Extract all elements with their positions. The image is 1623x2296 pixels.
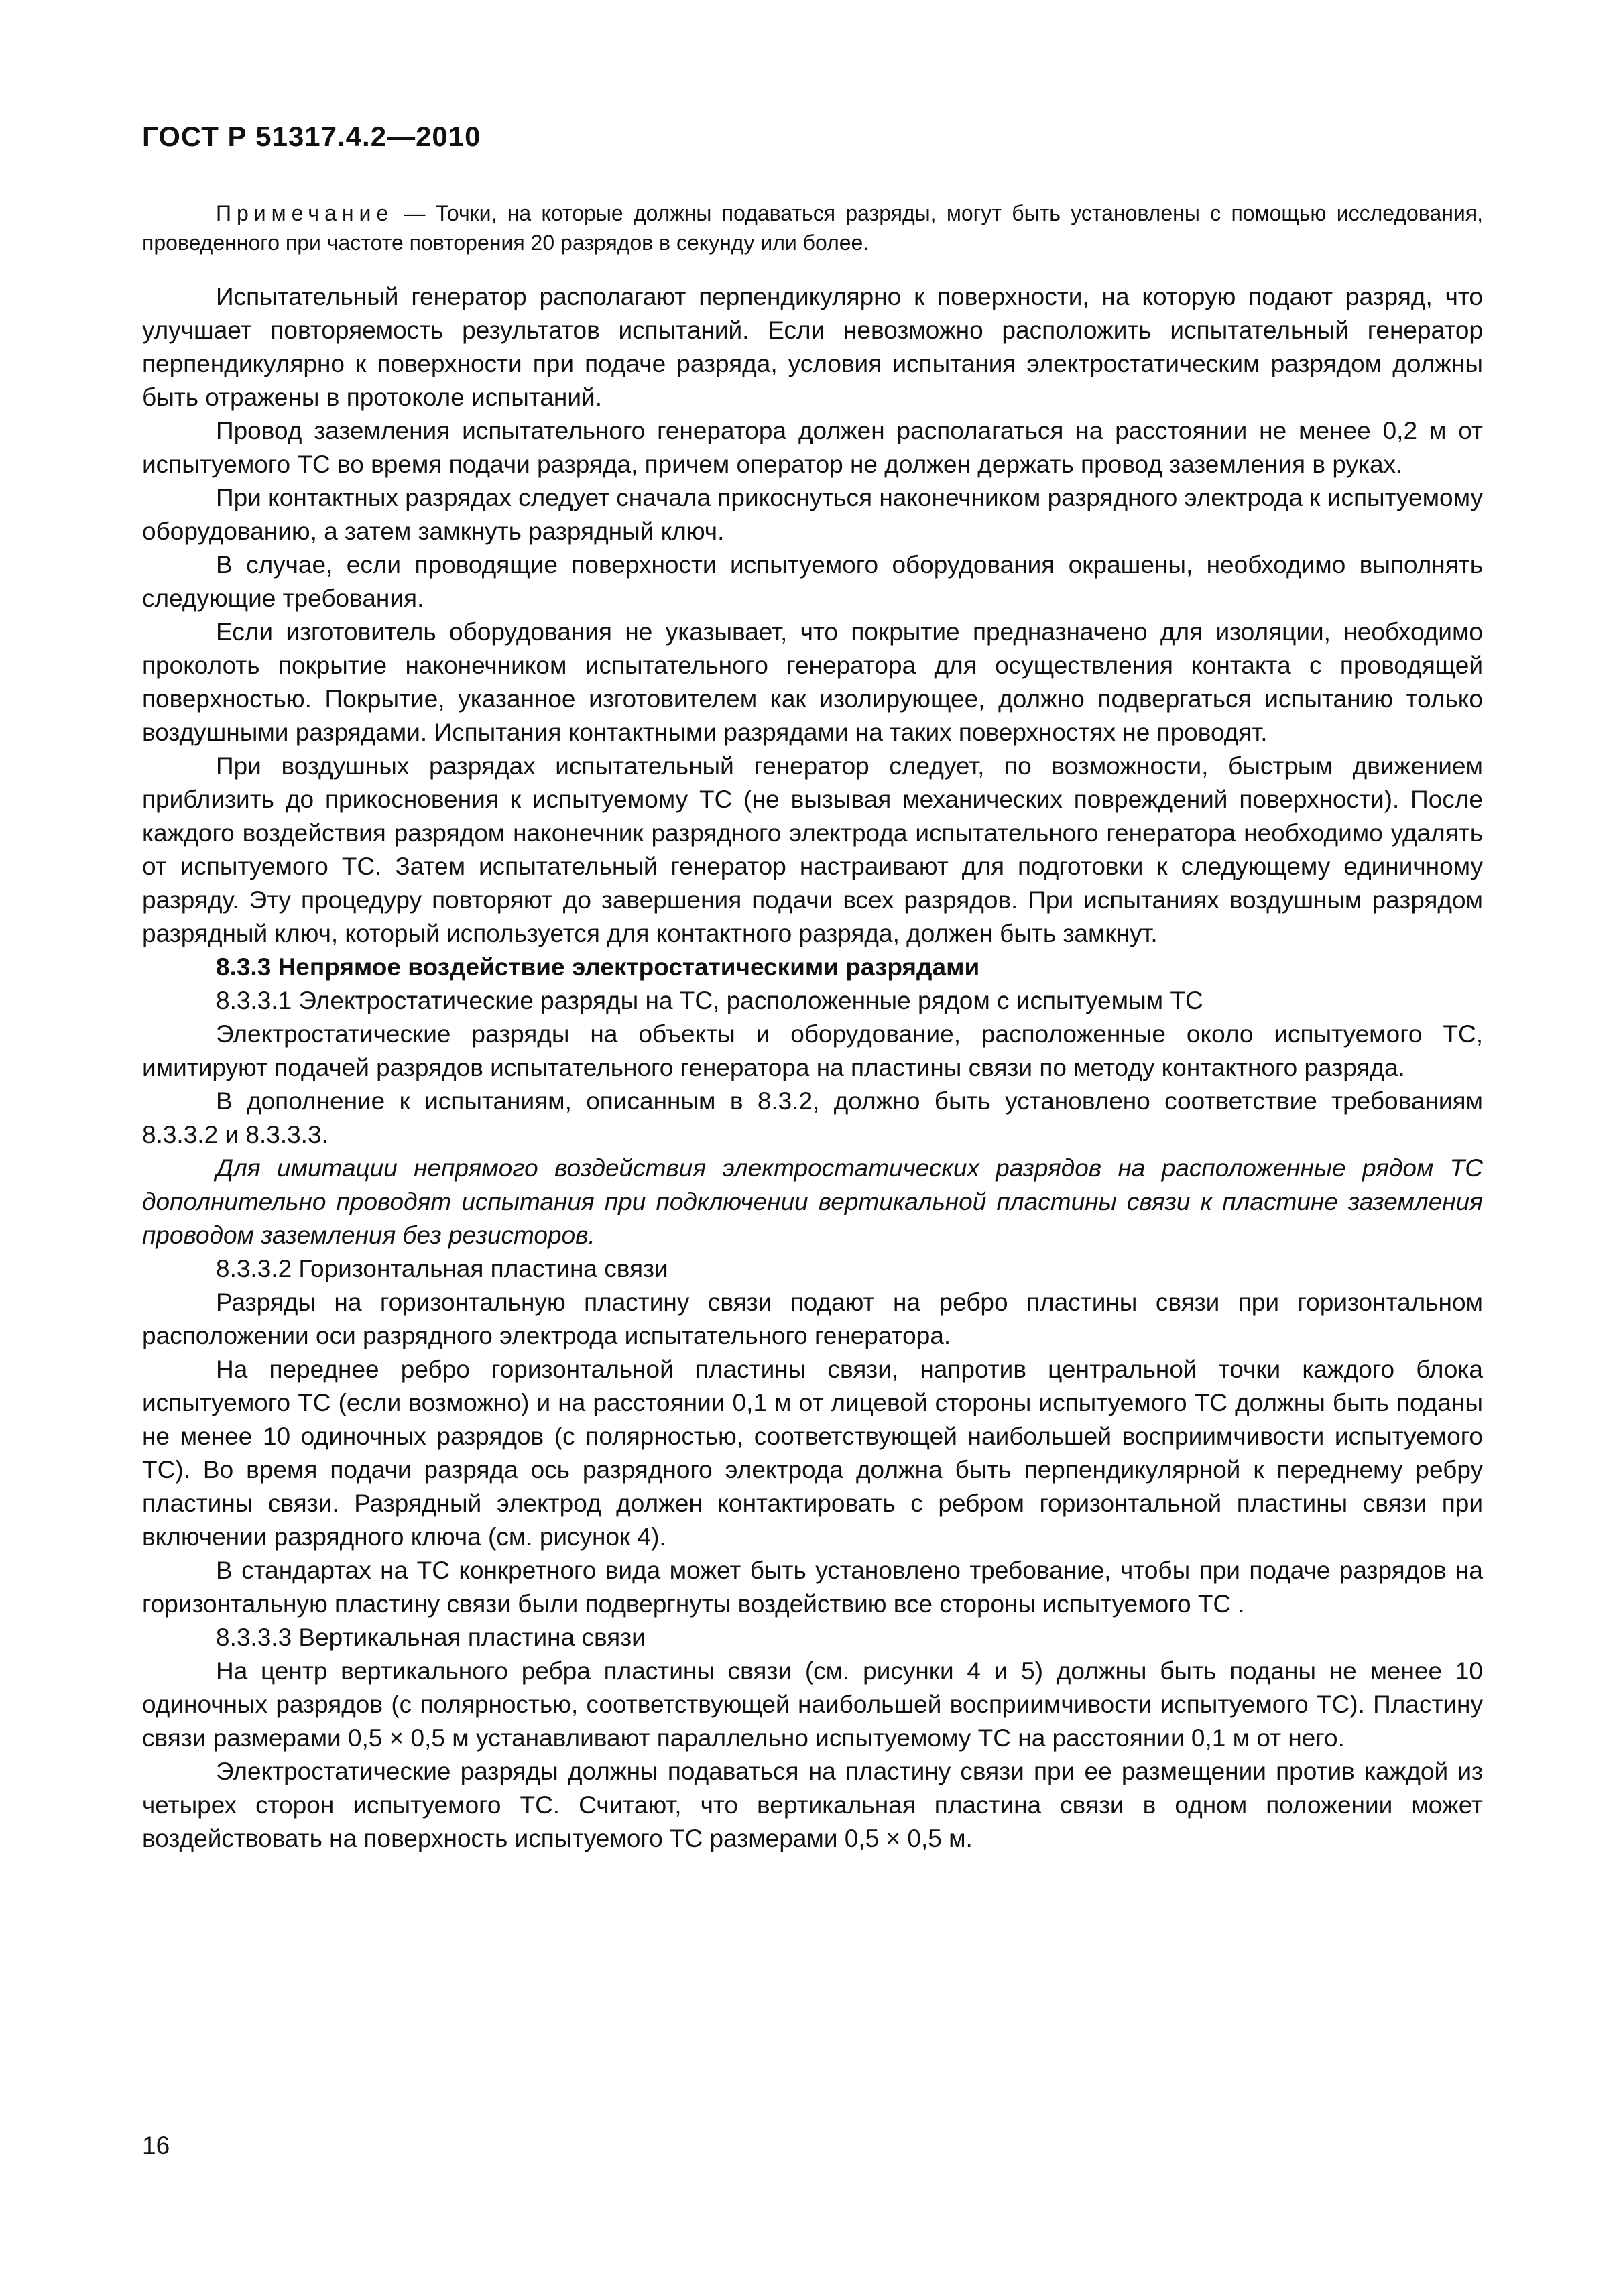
body-paragraph: Провод заземления испытательного генератора должен располагаться на расстоянии не менее 0,2 м от испытуемого ТС во время подачи разряда, причем оператор не должен держать провод заземления в руках. [142, 417, 1483, 478]
note-label: Примечание [216, 201, 394, 225]
body-paragraph: При контактных разрядах следует сначала прикоснуться наконечником разрядного электрода к испытуемому оборудованию, а затем замкнуть разрядный ключ. [142, 484, 1483, 545]
body-paragraph: В стандартах на ТС конкретного вида может быть установлено требование, чтобы при подаче разрядов на горизонтальную пластину связи были подвергнуты воздействию все стороны испытуемого ТС . [142, 1557, 1483, 1618]
italic-paragraph: Для имитации непрямого воздействия электростатических разрядов на расположенные рядом ТС дополнительно проводят испытания при подключении вертикальной пластины связи к пластине заземления проводом заземления без резисторов. [142, 1154, 1483, 1249]
note-text: — Точки, на которые должны подаваться разряды, могут быть установлены с помощью исследования, проведенного при частоте повторения 20 разрядов в секунду или более. [142, 201, 1483, 255]
body-paragraph: На центр вертикального ребра пластины связи (см. рисунки 4 и 5) должны быть поданы не менее 10 одиночных разрядов (с полярностью, соответствующей наибольшей восприимчивости испытуемого ТС). Пластину связи размерами 0,5 × 0,5 м устанавливают параллельно испытуемому ТС на расстоянии 0,1 м от него. [142, 1657, 1483, 1752]
body-paragraph: Электростатические разряды на объекты и оборудование, расположенные около испытуемого ТС, имитируют подачей разрядов испытательного генератора на пластины связи по методу контактного разряда. [142, 1020, 1483, 1081]
body-paragraph: Испытательный генератор располагают перпендикулярно к поверхности, на которую подают разряд, что улучшает повторяемость результатов испытаний. Если невозможно расположить испытательный генератор перпендикулярно к поверхности при подаче разряда, условия испытания электростатическим разрядом должны быть отражены в протоколе испытаний. [142, 283, 1483, 411]
body-paragraph: Если изготовитель оборудования не указывает, что покрытие предназначено для изоляции, необходимо проколоть покрытие наконечником испытательного генератора для осуществления контакта с проводящей поверхностью. Покрытие, указанное изготовителем как изолирующее, должно подвергаться испытанию только воздушными разрядами. Испытания контактными разрядами на таких поверхностях не проводят. [142, 618, 1483, 746]
subsection-heading-8-3-3-3: 8.3.3.3 Вертикальная пластина связи [216, 1624, 646, 1651]
body-paragraph: Разряды на горизонтальную пластину связи подают на ребро пластины связи при горизонтальном расположении оси разрядного электрода испытательного генератора. [142, 1288, 1483, 1349]
subsection-heading-8-3-3-1: 8.3.3.1 Электростатические разряды на ТС, расположенные рядом с испытуемым ТС [216, 987, 1203, 1014]
body-paragraph: При воздушных разрядах испытательный генератор следует, по возможности, быстрым движением приблизить до прикосновения к испытуемому ТС (не вызывая механических повреждений поверхности). После каждого воздействия разрядом наконечник разрядного электрода испытательного генератора необходимо удалять от испытуемого ТС. Затем испытательный генератор настраивают для подготовки к следующему единичному разряду. Эту процедуру повторяют до завершения подачи всех разрядов. При испытаниях воздушным разрядом разрядный ключ, который используется для контактного разряда, должен быть замкнут. [142, 752, 1483, 947]
document-header: ГОСТ Р 51317.4.2—2010 [142, 121, 481, 152]
body-paragraph: В дополнение к испытаниям, описанным в 8.3.2, должно быть установлено соответствие требованиям 8.3.3.2 и 8.3.3.3. [142, 1087, 1483, 1148]
body-paragraph: На переднее ребро горизонтальной пластины связи, напротив центральной точки каждого блока испытуемого ТС (если возможно) и на расстоянии 0,1 м от лицевой стороны испытуемого ТС должны быть поданы не менее 10 одиночных разрядов (с полярностью, соответствующей наибольшей восприимчивости испытуемого ТС). Во время подачи разряда ось разрядного электрода должна быть перпендикулярной к переднему ребру пластины связи. Разрядный электрод должен контактировать с ребром горизонтальной пластины связи при включении разрядного ключа (см. рисунок 4). [142, 1355, 1483, 1551]
body-paragraph: Электростатические разряды должны подаваться на пластину связи при ее размещении против каждой из четырех сторон испытуемого ТС. Считают, что вертикальная пластина связи в одном положении может воздействовать на поверхность испытуемого ТС размерами 0,5 × 0,5 м. [142, 1758, 1483, 1852]
document-body [142, 198, 1483, 1856]
subsection-heading-8-3-3-2: 8.3.3.2 Горизонтальная пластина связи [216, 1255, 668, 1282]
section-heading-8-3-3: 8.3.3 Непрямое воздействие электростатическими разрядами [216, 953, 980, 981]
note-paragraph [142, 198, 1483, 257]
page-number: 16 [142, 2132, 170, 2159]
body-paragraph: В случае, если проводящие поверхности испытуемого оборудования окрашены, необходимо выполнять следующие требования. [142, 551, 1483, 612]
